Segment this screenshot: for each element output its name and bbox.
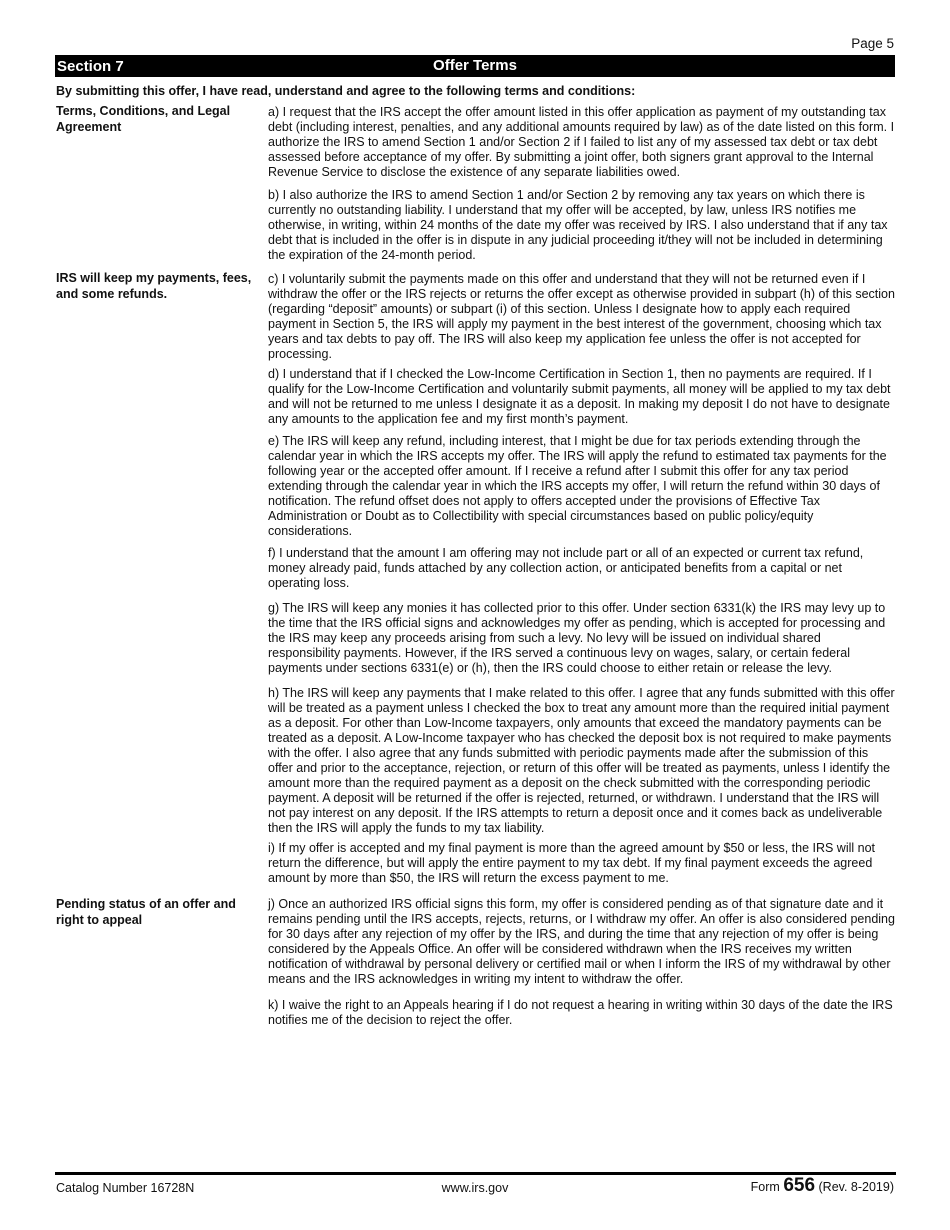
term-paragraph-h: h) The IRS will keep any payments that I make related to this offer. I agree that any funds submitted with this offer will be treated as a payment unless I checked the box to treat any amount more than the required initial payment as a deposit. For other than Low-Income taxpayers, only amounts that exceed the mandatory payments can be treated as a deposit. A Low-Income taxpayer who has checked the deposit box is not required to make payments with the offer. I also agree that any funds submitted with periodic payments made after the submission of this offer and prior to the acceptance, rejection, or return of this offer will be treated as payments, unless I identify the amount more than the required payment as a deposit on the check submitted with the corresponding periodic payment. A deposit will be returned if the offer is rejected, returned, or withdrawn. I understand that the IRS will not pay interest on any deposit. If the IRS attempts to return a deposit once and it comes back as undeliverable then the IRS will apply the funds to my tax liability. — [268, 686, 895, 835]
term-paragraph-j: j) Once an authorized IRS official signs this form, my offer is considered pending as of that signature date and it remains pending until the IRS accepts, rejects, returns, or I withdraw my offer. An offer is also considered pending for 30 days after any rejection of my offer by the IRS, and during the time that any rejection of my offer is being considered by the Appeals Office. An offer will be considered withdrawn when the IRS receives my written notification of withdrawal by personal delivery or certified mail or when I inform the IRS of my withdrawal by other means and the IRS acknowledges in writing my intent to withdraw the offer. — [268, 897, 895, 986]
page-number: Page 5 — [851, 36, 894, 51]
term-paragraph-c: c) I voluntarily submit the payments made on this offer and understand that they will not be returned even if I withdraw the offer or the IRS rejects or returns the offer except as otherwise provided in subpart (h) of this section (regarding “deposit” amounts) or subpart (i) of this section. Unless I designate how to apply each required payment in Section 5, the IRS will apply my payment in the best interest of the government, choosing which tax years and tax debts to pay off. The IRS will also keep my application fee unless the offer is not accepted for processing. — [268, 272, 895, 361]
term-paragraph-f: f) I understand that the amount I am offering may not include part or all of an expected or current tax refund, money already paid, funds attached by any collection action, or anticipated benefits from a capital or net operating loss. — [268, 546, 864, 590]
form-word: Form — [750, 1180, 780, 1194]
form-revision: (Rev. 8-2019) — [818, 1180, 894, 1194]
form-number: 656 — [783, 1175, 816, 1196]
term-paragraph-i: i) If my offer is accepted and my final payment is more than the agreed amount by $50 or less, the IRS will not return the difference, but will apply the entire payment to my tax debt. If my final payment exceeds the agreed amount by more than $50, the IRS will return the excess payment to me. — [268, 841, 876, 885]
term-paragraph-b: b) I also authorize the IRS to amend Section 1 and/or Section 2 by removing any tax years on which there is currently no outstanding liability. I understand that my offer will be accepted, by law, unless IRS notifies me otherwise, in writing, within 24 months of the date my offer was received by IRS. I also understand that if any tax debt that is included in the offer is in dispute in any judicial proceeding it/they will not be included in determining the expiration of the 24-month period. — [268, 188, 888, 262]
term-paragraph-a: a) I request that the IRS accept the offer amount listed in this offer application as payment of my outstanding tax debt (including interest, penalties, and any additional amounts required by law) as of the date listed on this form. I authorize the IRS to amend Section 1 and/or Section 2 if I failed to list any of my assessed tax debt or tax debt assessed before acceptance of my offer. By submitting a joint offer, both signers grant approval to the Internal Revenue Service to disclose the existence of any separate liabilities owed. — [268, 105, 895, 179]
group-label-terms: Terms, Conditions, and Legal Agreement — [56, 104, 231, 134]
group-label-payments: IRS will keep my payments, fees, and some refunds. — [56, 271, 252, 301]
term-paragraph-e: e) The IRS will keep any refund, including interest, that I might be due for tax periods extending through the calendar year in which the IRS accepts my offer. The IRS will apply the refund to estimated tax payments for the following year or the accepted offer amount. If I receive a refund after I submit this offer for any tax period extending through the calendar year in which the IRS accepts my offer, I will return the refund within 30 days of notification. The refund offset does not apply to offers accepted under the provisions of Effective Tax Administration or Doubt as to Collectibility with special circumstances based on public policy/equity considerations. — [268, 434, 887, 538]
form-identifier — [751, 1175, 894, 1197]
term-paragraph-k: k) I waive the right to an Appeals hearing if I do not request a hearing in writing within 30 days of the date the IRS notifies me of the decision to reject the offer. — [268, 998, 893, 1027]
term-paragraph-g: g) The IRS will keep any monies it has collected prior to this offer. Under section 6331(k) the IRS may levy up to the time that the IRS official signs and acknowledges my offer as pending, which is accepted for processing and the IRS may keep any proceeds arising from such a levy. No levy will be issued on individual shared responsibility payments. However, if the IRS served a continuous levy on wages, salary, or certain federal payments under sections 6331(e) or (h), then the IRS could choose to either retain or release the levy. — [268, 601, 886, 675]
website-link[interactable]: www.irs.gov — [441, 1181, 509, 1195]
group-label-pending: Pending status of an offer and right to appeal — [56, 897, 236, 927]
catalog-number: Catalog Number 16728N — [56, 1181, 195, 1195]
section-title: Offer Terms — [433, 57, 517, 74]
term-paragraph-d: d) I understand that if I checked the Low-Income Certification in Section 1, then no payments are required. If I qualify for the Low-Income Certification and voluntarily submit payments, all money will be applied to my tax debt and will not be returned to me unless I designate it as a deposit. In making my deposit I do not have to designate any amounts to the application fee and my first month’s payment. — [268, 367, 891, 426]
intro-statement: By submitting this offer, I have read, understand and agree to the following terms and conditions: — [56, 84, 636, 98]
section-header-bar — [55, 55, 895, 77]
section-label: Section 7 — [57, 58, 124, 75]
